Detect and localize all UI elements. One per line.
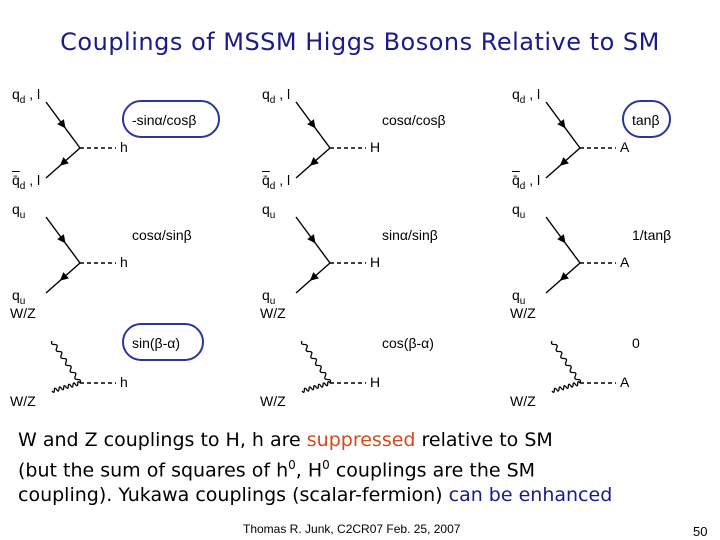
highlight-circle — [622, 100, 671, 138]
fermion-label-bottom: $q̄_d$ , l — [512, 172, 541, 192]
coupling-label: tanβ — [632, 112, 660, 128]
fermion-label-bottom: $q_u$ — [12, 287, 26, 307]
fermion-line-out — [46, 263, 80, 293]
fermion-label-top: $q_d$ , l — [12, 86, 41, 106]
body-text — [18, 428, 718, 508]
higgs-label: A — [620, 374, 630, 390]
superscript-zero: 0 — [288, 458, 296, 472]
fermion-label-bottom: $q_u$ — [262, 287, 276, 307]
body-line-2c: couplings are the SM — [329, 459, 536, 482]
coupling-label: 0 — [632, 335, 640, 351]
gauge-boson-line — [52, 382, 80, 393]
fermion-line-in — [546, 102, 580, 148]
fermion-label-top: $q_u$ — [262, 201, 276, 221]
body-line-2b: , H — [295, 459, 323, 482]
fermion-label-top: $q_d$ , l — [512, 86, 541, 106]
fermion-label-bottom: $q̄_d$ , l — [262, 172, 291, 192]
fermion-label-top: $q_u$ — [12, 201, 26, 221]
footer-credit: Thomas R. Junk, C2CR07 Feb. 25, 2007 — [243, 522, 461, 536]
superscript-zero: 0 — [322, 458, 330, 472]
fermion-line-out — [546, 263, 580, 293]
highlight-circle — [122, 100, 220, 138]
higgs-label: H — [370, 374, 381, 390]
body-line-1a: W and Z couplings to H, h are — [18, 429, 307, 451]
highlight-circle — [122, 323, 204, 361]
fermion-line-out — [546, 148, 580, 178]
page-number: 50 — [693, 524, 708, 539]
boson-label-bottom: W/Z — [510, 393, 536, 409]
slide-title: Couplings of MSSM Higgs Bosons Relative to SM — [60, 28, 660, 56]
body-line-1b: relative to SM — [415, 429, 553, 451]
fermion-label-top: $q_d$ , l — [262, 86, 291, 106]
suppressed-text: suppressed — [306, 429, 416, 451]
body-line-3 — [18, 483, 718, 508]
coupling-label: cosα/cosβ — [382, 112, 446, 128]
higgs-label: h — [120, 139, 128, 155]
fermion-label-bottom: $q̄_d$ , l — [12, 172, 41, 192]
higgs-label: h — [120, 254, 128, 270]
higgs-label: H — [370, 254, 381, 270]
fermion-label-top: $q_u$ — [512, 201, 526, 221]
higgs-label: h — [120, 374, 128, 390]
gauge-boson-line — [51, 341, 80, 383]
boson-label-bottom: W/Z — [10, 393, 36, 409]
boson-label-top: W/Z — [260, 305, 286, 321]
higgs-label: A — [620, 254, 630, 270]
body-line-2a: (but the sum of squares of h — [18, 459, 289, 482]
fermion-line-out — [296, 263, 330, 293]
coupling-label: cosα/sinβ — [132, 227, 192, 243]
coupling-label: cos(β-α) — [382, 335, 434, 351]
gauge-boson-line — [302, 382, 330, 393]
fermion-line-in — [296, 217, 330, 263]
fermion-line-out — [296, 148, 330, 178]
coupling-label: sinα/sinβ — [382, 227, 438, 243]
fermion-line-out — [46, 148, 80, 178]
higgs-label: A — [620, 139, 630, 155]
body-line-1 — [18, 428, 718, 453]
body-line-2 — [18, 453, 718, 483]
fermion-line-in — [296, 102, 330, 148]
coupling-label: 1/tanβ — [632, 227, 672, 243]
coupling-label: sin(β-α) — [132, 335, 181, 351]
boson-label-bottom: W/Z — [260, 393, 286, 409]
boson-label-top: W/Z — [10, 305, 36, 321]
gauge-boson-line — [552, 382, 580, 393]
body-line-3a: coupling). Yukawa couplings (scalar-fermion) — [18, 484, 449, 507]
gauge-boson-line — [551, 341, 580, 383]
gauge-boson-line — [301, 341, 330, 383]
boson-label-top: W/Z — [510, 305, 536, 321]
fermion-label-bottom: $q_u$ — [512, 287, 526, 307]
fermion-line-in — [46, 102, 80, 148]
fermion-line-in — [46, 217, 80, 263]
coupling-label: -sinα/cosβ — [132, 112, 197, 128]
higgs-label: H — [370, 139, 381, 155]
fermion-line-in — [546, 217, 580, 263]
enhanced-text: can be enhanced — [448, 484, 613, 507]
